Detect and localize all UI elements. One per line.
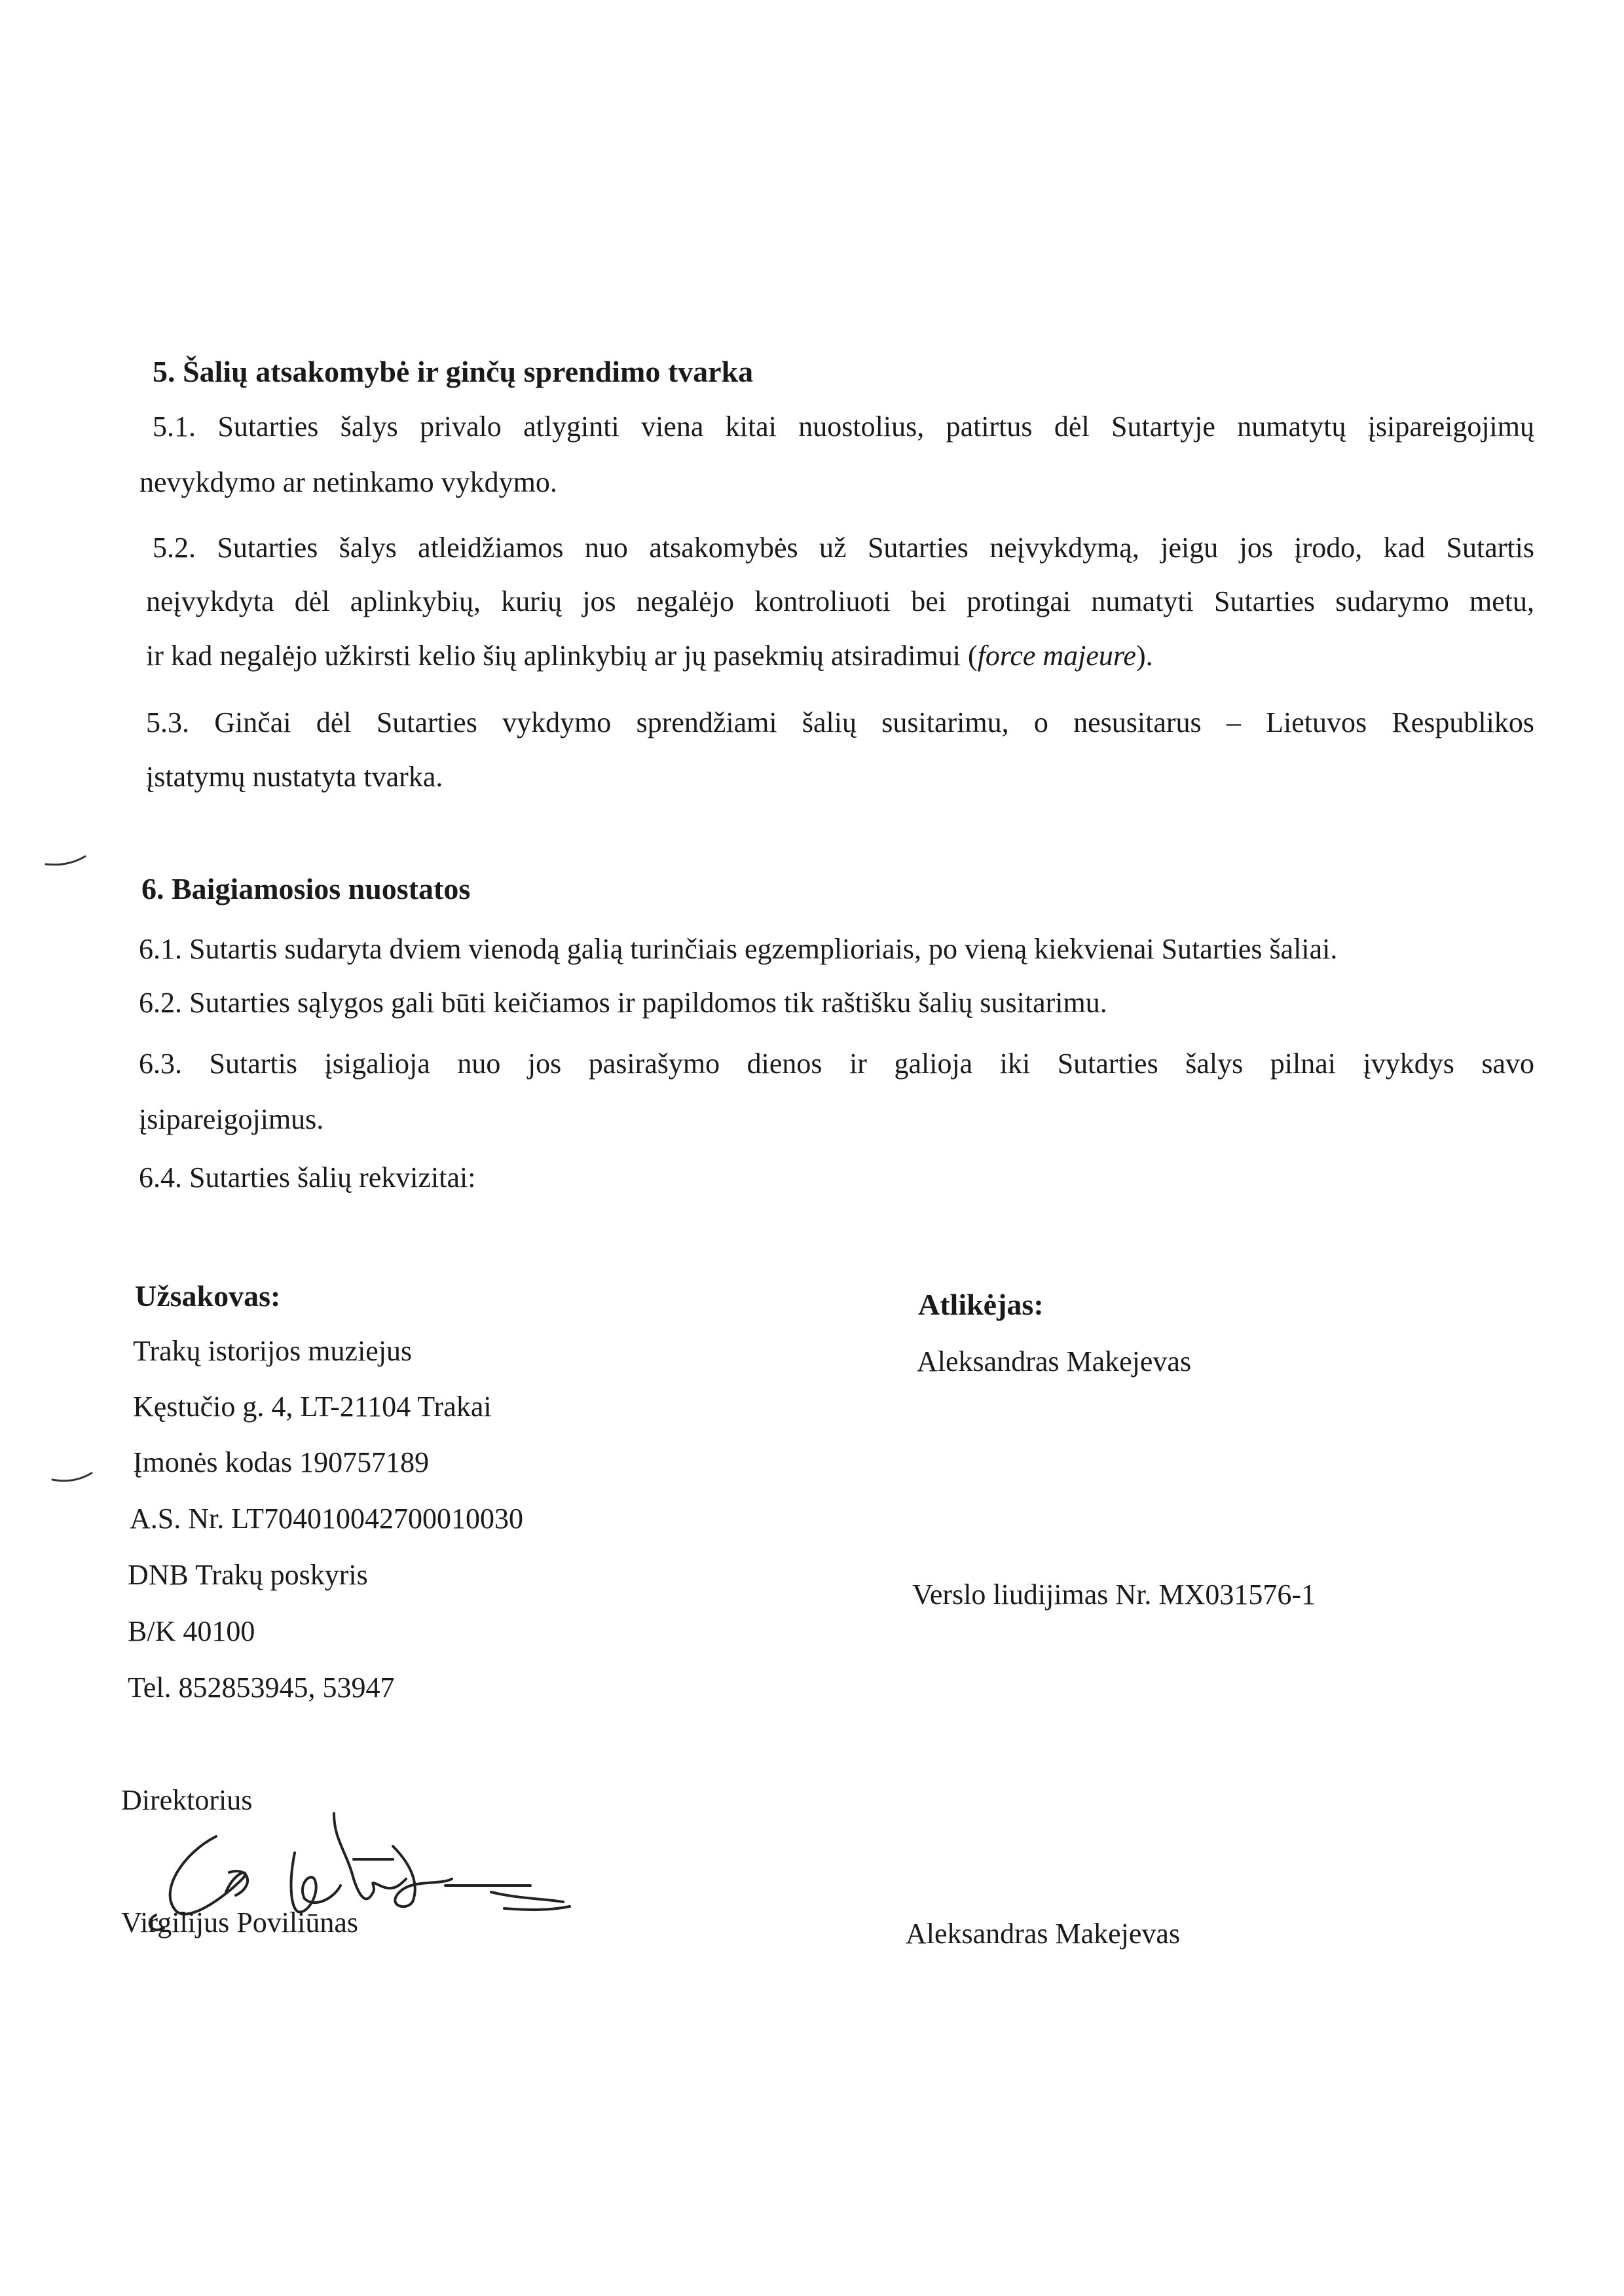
customer-signer-name: Virgilijus Poviliūnas [121,1906,359,1939]
paragraph-5-2-line-3-text: ir kad negalėjo užkirsti kelio šių aplinkybių ar jų pasekmių atsiradimui ( [146,640,978,672]
paragraph-6-3-line-2: įsipareigojimus. [139,1103,324,1135]
customer-title: Užsakovas: [135,1279,281,1313]
customer-phone: Tel. 852853945, 53947 [128,1671,395,1704]
paragraph-5-2-line-3-end: ). [1135,640,1153,672]
paragraph-5-2-line-1: 5.2. Sutarties šalys atleidžiamos nuo atsakomybės už Sutarties neįvykdymą, jeigu jos įrodo, kad Sutartis [153,532,1534,564]
customer-address: Kęstučio g. 4, LT-21104 Trakai [133,1391,492,1423]
section-5-heading: 5. Šalių atsakomybė ir ginčų sprendimo tvarka [153,355,754,388]
paragraph-6-3-line-1: 6.3. Sutartis įsigalioja nuo jos pasirašymo dienos ir galioja iki Sutarties šalys pilnai įvykdys savo [139,1048,1534,1080]
paragraph-5-2-line-2: neįvykdyta dėl aplinkybių, kurių jos negalėjo kontroliuoti bei protingai numatyti Sutarties sudarymo metu, [146,585,1534,617]
customer-bank-code: B/K 40100 [128,1615,255,1647]
contractor-license: Verslo liudijimas Nr. MX031576-1 [912,1578,1316,1611]
paragraph-5-1-line-2: nevykdymo ar netinkamo vykdymo. [139,466,557,498]
margin-mark-top [39,851,92,871]
customer-company-code: Įmonės kodas 190757189 [133,1446,430,1478]
paragraph-6-4: 6.4. Sutarties šalių rekvizitai: [139,1161,476,1194]
customer-signer-role: Direktorius [121,1784,253,1816]
contractor-title: Atlikėjas: [918,1288,1044,1321]
paragraph-5-1-line-1: 5.1. Sutarties šalys privalo atlyginti viena kitai nuostolius, patirtus dėl Sutartyje numatytų įsipareigojimų [153,410,1534,443]
customer-name: Trakų istorijos muziejus [133,1335,413,1367]
paragraph-5-3-line-1: 5.3. Ginčai dėl Sutarties vykdymo sprendžiami šalių susitarimu, o nesusitarus – Lietuvos Respublikos [146,706,1534,738]
paragraph-6-1: 6.1. Sutartis sudaryta dviem vienodą galią turinčiais egzemplioriais, po vieną kiekvienai Sutarties šaliai. [139,933,1338,965]
force-majeure-term: force majeure [977,640,1136,672]
contractor-signer-name: Aleksandras Makejevas [906,1918,1181,1950]
paragraph-6-2: 6.2. Sutarties sąlygos gali būti keičiamos ir papildomos tik raštišku šalių susitarimu. [139,987,1107,1019]
paragraph-5-3-line-2: įstatymų nustatyta tvarka. [146,761,443,793]
section-6-heading: 6. Baigiamosios nuostatos [141,872,471,905]
customer-bank: DNB Trakų poskyris [128,1559,368,1591]
customer-account: A.S. Nr. LT704010042700010030 [130,1503,523,1535]
paragraph-5-2-line-3 [146,642,1153,670]
margin-mark-bottom [46,1467,98,1486]
contractor-name: Aleksandras Makejevas [917,1345,1192,1377]
